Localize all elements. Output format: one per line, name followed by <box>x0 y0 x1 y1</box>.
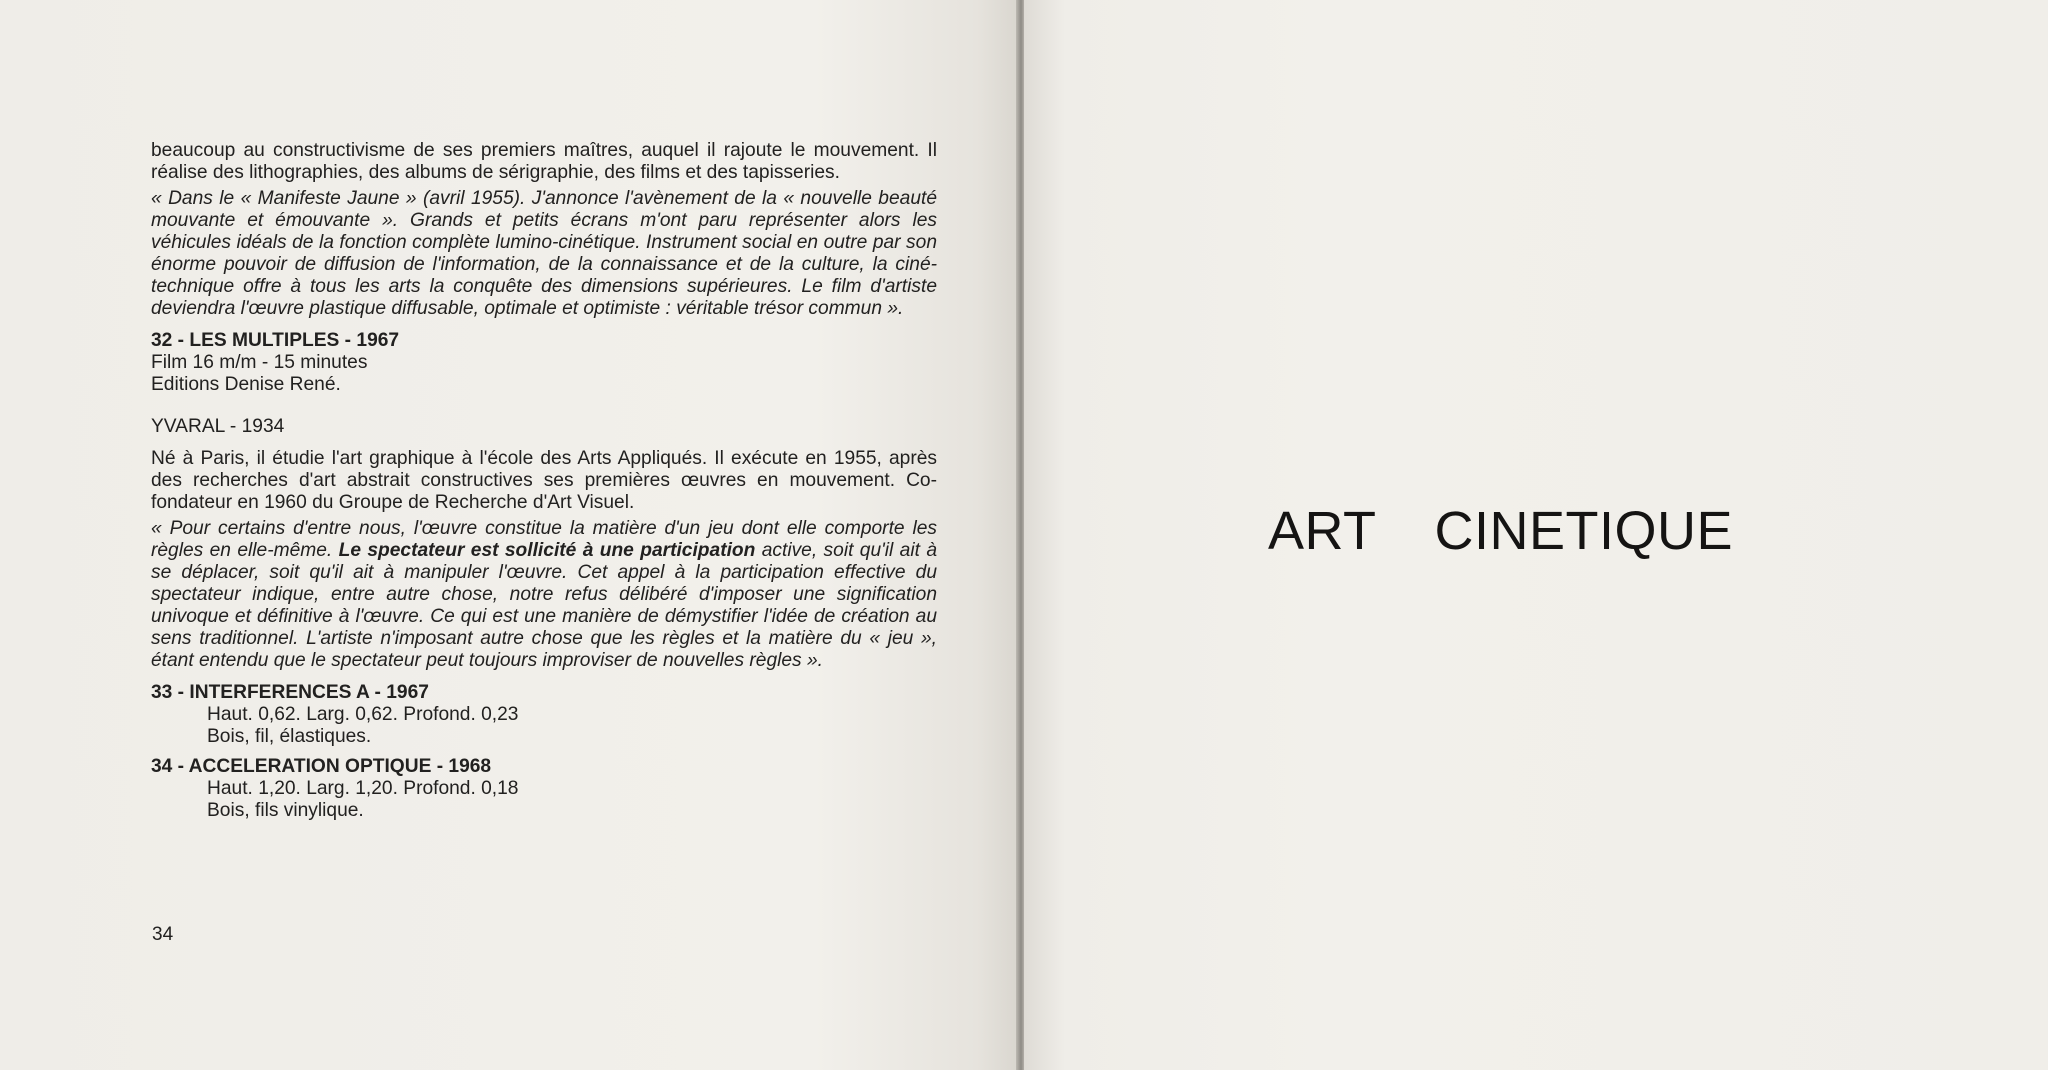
entry-33-materials: Bois, fil, élastiques. <box>207 726 372 747</box>
entry-34-title: 34 - ACCELERATION OPTIQUE - 1968 <box>151 756 492 777</box>
heading-word-art: ART <box>1268 501 1377 561</box>
entry-33-dimensions: Haut. 0,62. Larg. 0,62. Profond. 0,23 <box>207 704 519 725</box>
page-number: 34 <box>152 924 174 945</box>
entry-34-dimensions: Haut. 1,20. Larg. 1,20. Profond. 0,18 <box>207 778 519 799</box>
artist-quote-1: « Dans le « Manifeste Jaune » (avril 1955). J'annonce l'avènement de la « nouvelle beauté mouvante et émouvante ». Grands et petits écrans m'ont paru représenter alors les véhicules idéals de la fonction complète lumino-cinétique. Instrument social en outre par son énorme pouvoir de diffusion de l'information, de la connaissance et de la culture, la ciné-technique offre à tous les arts la conquête des dimensions supérieures. Le film d'artiste deviendra l'œuvre plastique diffusable, optimale et optimiste : véritable trésor commun ». <box>151 188 937 319</box>
entry-34-materials: Bois, fils vinylique. <box>207 800 364 821</box>
entry-32-publisher: Editions Denise René. <box>151 374 341 395</box>
artist-biography: Né à Paris, il étudie l'art graphique à l'école des Arts Appliqués. Il exécute en 1955, après des recherches d'art abstrait constructives ses premières œuvres en mouvement. Co-fondateur en 1960 du Groupe de Recherche d'Art Visuel. <box>151 448 937 513</box>
intro-paragraph: beaucoup au constructivisme de ses premiers maîtres, auquel il rajoute le mouvement. Il réalise des lithographies, des albums de sérigraphie, des films et des tapisseries. <box>151 140 937 183</box>
entry-33-title: 33 - INTERFERENCES A - 1967 <box>151 682 429 703</box>
quote-2-part-a: « Pour certains d'entre nous, l'œuvre constitue la matière d'un jeu dont elle comporte les règles en elle-même. <box>151 518 937 561</box>
section-heading <box>1268 500 1733 562</box>
entry-32-medium: Film 16 m/m - 15 minutes <box>151 352 368 373</box>
quote-2-emphasis: Le spectateur est sollicité à une participation <box>338 540 756 561</box>
artist-heading-yvaral: YVARAL - 1934 <box>151 416 285 437</box>
heading-word-cinetique: CINETIQUE <box>1434 501 1734 561</box>
quote-2-part-b: active, soit qu'il ait à se déplacer, soit qu'il ait à manipuler l'œuvre. Cet appel à la participation effective du spectateur indique, entre autre chose, notre refus délibéré d'imposer une signification univoque et définitive à l'œuvre. Ce qui est une manière de démystifier l'idée de création au sens traditionnel. L'artiste n'imposant autre chose que les règles et la matière du « jeu », étant entendu que le spectateur peut toujours improviser de nouvelles règles ». <box>151 540 937 671</box>
left-page <box>0 0 1018 1070</box>
artist-quote-2 <box>151 518 937 672</box>
left-page-text <box>151 140 937 822</box>
entry-32-title: 32 - LES MULTIPLES - 1967 <box>151 330 400 351</box>
